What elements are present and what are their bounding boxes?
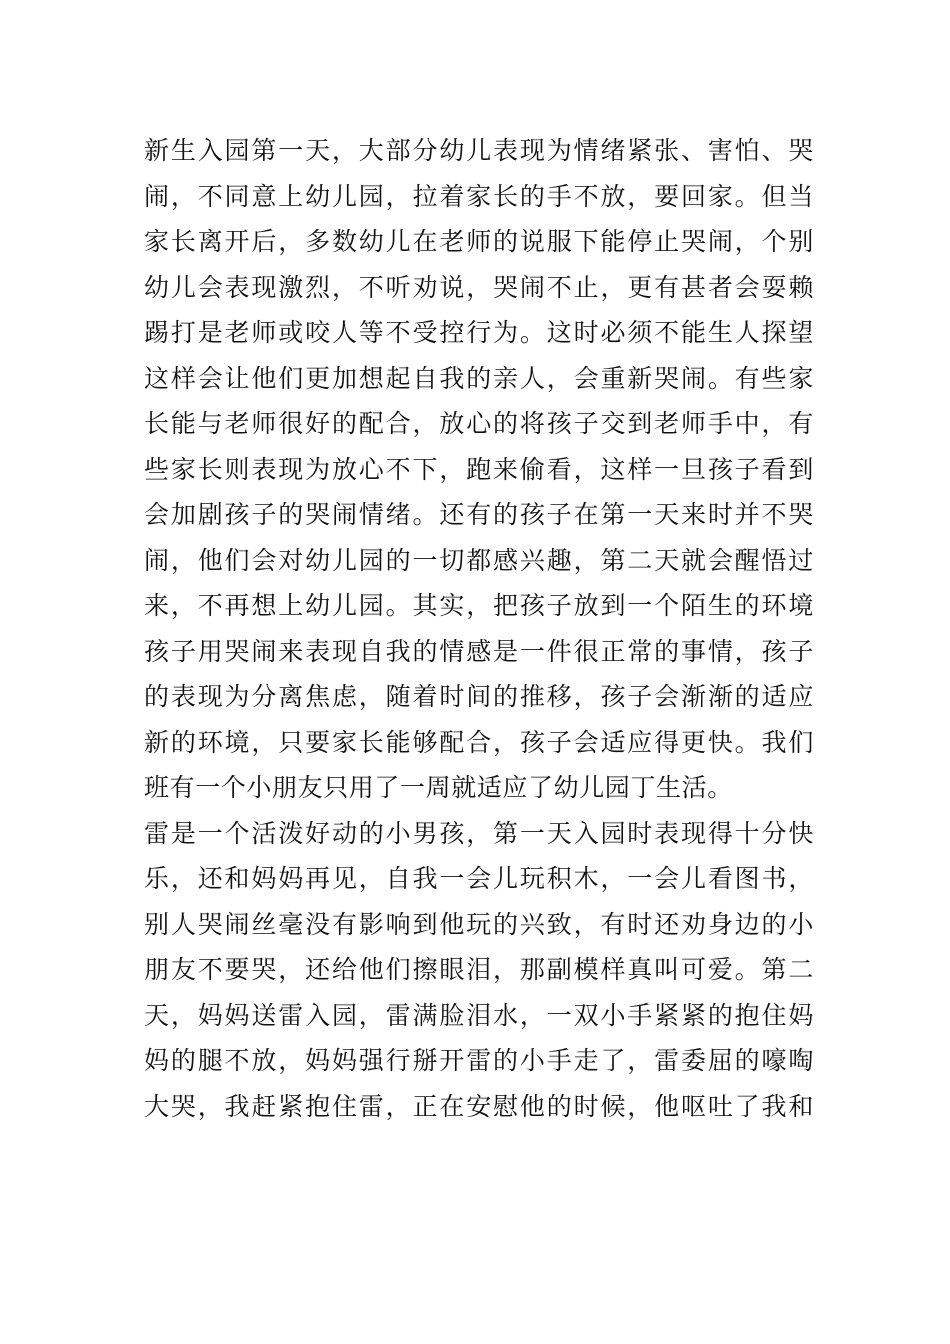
text-line: 班有一个小朋友只用了一周就适应了幼儿园丁生活。: [144, 773, 733, 802]
text-line: 踢打是老师或咬人等不受控行为。这时必须不能生人探望: [144, 318, 814, 347]
text-line: 天，妈妈送雷入园，雷满脸泪水，一双小手紧紧的抱住妈: [144, 1000, 814, 1030]
text-line: 闹，他们会对幼儿园的一切都感兴趣，第二天就会醒悟过: [144, 545, 814, 575]
text-line: 妈的腿不放，妈妈强行掰开雷的小手走了，雷委屈的嚎啕: [144, 1046, 814, 1075]
text-line: 朋友不要哭，还给他们擦眼泪，那副模样真叫可爱。第二: [144, 955, 814, 984]
text-line: 大哭，我赶紧抱住雷，正在安慰他的时候，他呕吐了我和: [144, 1091, 814, 1121]
body-text: [144, 128, 814, 1129]
text-line: 新的环境，只要家长能够配合，孩子会适应得更快。我们: [144, 727, 814, 757]
text-line: 这样会让他们更加想起自我的亲人，会重新哭闹。有些家: [144, 363, 814, 393]
text-line: 乐，还和妈妈再见，自我一会儿玩积木，一会儿看图书，: [144, 864, 814, 893]
text-line: 来，不再想上幼儿园。其实，把孩子放到一个陌生的环境: [144, 591, 814, 620]
text-line: 会加剧孩子的哭闹情绪。还有的孩子在第一天来时并不哭: [144, 500, 814, 529]
paragraph-1: [144, 128, 814, 811]
text-line: 新生入园第一天，大部分幼儿表现为情绪紧张、害怕、哭: [144, 136, 814, 165]
text-line: 些家长则表现为放心不下，跑来偷看，这样一旦孩子看到: [144, 454, 814, 484]
text-line: 幼儿会表现激烈，不听劝说，哭闹不止，更有甚者会耍赖: [144, 272, 814, 302]
text-line: 孩子用哭闹来表现自我的情感是一件很正常的事情，孩子: [144, 636, 814, 666]
text-line: 闹，不同意上幼儿园，拉着家长的手不放，要回家。但当: [144, 181, 814, 211]
text-line: 别人哭闹丝毫没有影响到他玩的兴致，有时还劝身边的小: [144, 909, 814, 939]
text-line: 的表现为分离焦虑，随着时间的推移，孩子会渐渐的适应: [144, 682, 814, 711]
text-line: 雷是一个活泼好动的小男孩，第一天入园时表现得十分快: [144, 818, 814, 848]
paragraph-2: [144, 811, 814, 1130]
text-line: 家长离开后，多数幼儿在老师的说服下能停止哭闹，个别: [144, 227, 814, 256]
text-line: 长能与老师很好的配合，放心的将孩子交到老师手中，有: [144, 409, 814, 438]
